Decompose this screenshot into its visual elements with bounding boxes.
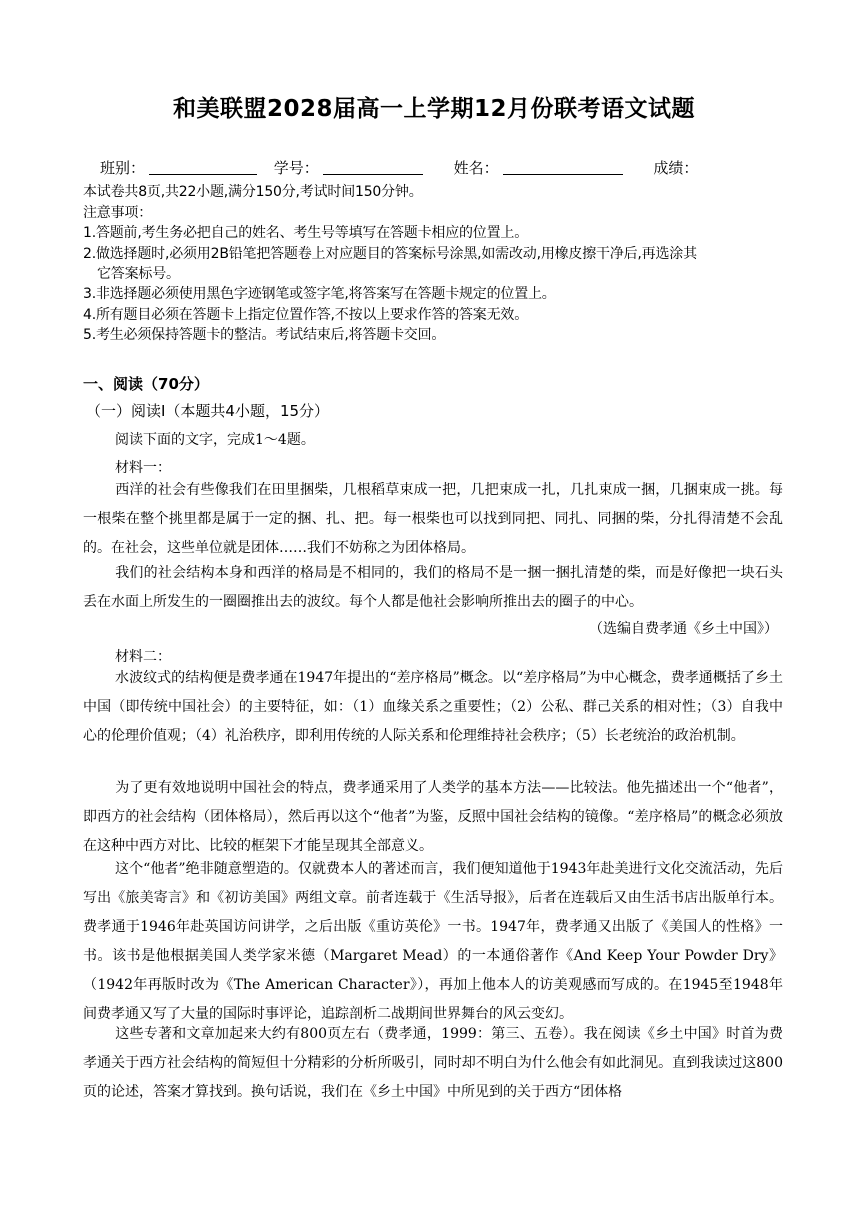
material-2-paragraph-3: 这个“他者”绝非随意塑造的。仅就费本人的著述而言，我们便知道他于1943年赴美进行文化交流活动，先后写出《旅美寄言》和《初访美国》两组文章。前者连载于《生活导报》，后者在连载后又由生活书店出版单行本。费孝通于1946年赴英国访问讲学，之后出版《重访英伦》一书。1947年，费孝通又出版了《美国人的性格》一书。该书是他根据美国人类学家米德（Margaret Mead）的一本通俗著作《And Keep Your Powder Dry》（1942年再版时改为《The American Character》），再加上他本人的访美观感而写成的。在1945至1948年间费孝通又写了大量的国际时事评论，追踪剖析二战期间世界舞台的风云变幻。 (83, 861, 783, 1022)
exam-intro: 本试卷共8页,共22小题,满分150分,考试时间150分钟。 (83, 184, 423, 200)
material-2-paragraph-1: 水波纹式的结构便是费孝通在1947年提出的“差序格局”概念。以“差序格局”为中心概念，费孝通概括了乡土中国（即传统中国社会）的主要特征，如：（1）血缘关系之重要性；（2）公私、群己关系的相对性；（3）自我中心的伦理价值观；（4）礼治秩序，即利用传统的人际关系和伦理维持社会秩序；（5）长老统治的政治机制。 (83, 670, 783, 744)
material-1-paragraph-2: 我们的社会结构本身和西洋的格局是不相同的，我们的格局不是一捆一捆扎清楚的柴，而是好像把一块石头丢在水面上所发生的一圈圈推出去的波纹。每个人都是他社会影响所推出去的圈子的中心。 (83, 565, 783, 610)
material-2-label: 材料二： (115, 649, 171, 665)
note-2: 2.做选择题时,必须用2B铅笔把答题卷上对应题目的答案标号涂黑,如需改动,用橡皮擦干净后,再选涂其 (83, 246, 697, 262)
student-info-row (100, 157, 698, 178)
section-title: 一、阅读（70分） (83, 375, 209, 393)
student-id-label: 学号： (273, 159, 319, 177)
material-1-source: （选编自费孝通《乡土中国》） (589, 621, 778, 637)
student-id-blank (323, 160, 423, 175)
score-label: 成绩： (653, 159, 699, 177)
note-1: 1.答题前,考生务必把自己的姓名、考生号等填写在答题卡相应的位置上。 (83, 225, 529, 241)
exam-title: 和美联盟2028届高一上学期12月份联考语文试题 (172, 96, 696, 122)
note-2-cont: 它答案标号。 (97, 266, 180, 282)
name-label: 姓名： (453, 159, 499, 177)
note-5: 5.考生必须保持答题卡的整洁。考试结束后,将答题卡交回。 (83, 327, 446, 343)
name-blank (503, 160, 623, 175)
class-blank (149, 160, 257, 175)
material-2-paragraph-4: 这些专著和文章加起来大约有800页左右（费孝通，1999：第三、五卷）。我在阅读《乡土中国》时首为费孝通关于西方社会结构的简短但十分精彩的分析所吸引，同时却不明白为什么他会有如此洞见。直到我读过这800页的论述，答案才算找到。换句话说，我们在《乡土中国》中所见到的关于西方“团体格 (83, 1026, 783, 1100)
material-1-paragraph-1: 西洋的社会有些像我们在田里捆柴，几根稻草束成一把，几把束成一扎，几扎束成一捆，几捆束成一挑。每一根柴在整个挑里都是属于一定的捆、扎、把。每一根柴也可以找到同把、同扎、同捆的柴，分扎得清楚不会乱的。在社会，这些单位就是团体……我们不妨称之为团体格局。 (83, 482, 783, 556)
material-2-paragraph-2: 为了更有效地说明中国社会的特点，费孝通采用了人类学的基本方法——比较法。他先描述出一个“他者”，即西方的社会结构（团体格局），然后再以这个“他者”为鉴，反照中国社会结构的镜像。“差序格局”的概念必须放在这种中西方对比、比较的框架下才能呈现其全部意义。 (83, 780, 783, 854)
reading-prompt: 阅读下面的文字，完成1～4题。 (115, 432, 315, 448)
notes-heading: 注意事项： (83, 205, 152, 221)
subsection-title: （一）阅读Ⅰ（本题共4小题，15分） (86, 402, 330, 420)
material-1-label: 材料一： (115, 460, 171, 476)
note-4: 4.所有题目必须在答题卡上指定位置作答,不按以上要求作答的答案无效。 (83, 307, 529, 323)
note-3: 3.非选择题必须使用黑色字迹钢笔或签字笔,将答案写在答题卡规定的位置上。 (83, 286, 556, 302)
class-label: 班别： (100, 159, 146, 177)
